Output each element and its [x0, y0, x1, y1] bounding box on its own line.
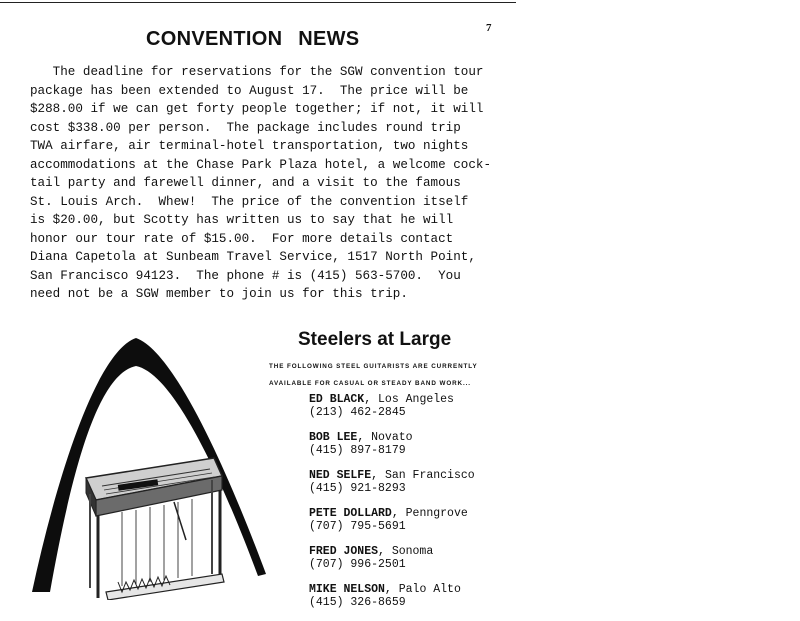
- steeler-name: PETE DOLLARD: [309, 507, 392, 520]
- top-rule: [0, 2, 516, 3]
- steeler-name: ED BLACK: [309, 393, 365, 406]
- list-item: ED BLACK, Los Angeles (213) 462-2845: [309, 393, 509, 431]
- list-item: FRED JONES, Sonoma (707) 996-2501: [309, 545, 509, 583]
- article-title: CONVENTION NEWS: [146, 28, 360, 50]
- steeler-city: Novato: [371, 431, 413, 444]
- article-line: accommodations at the Chase Park Plaza hotel, a welcome cock-: [30, 157, 492, 172]
- steeler-name: BOB LEE: [309, 431, 358, 444]
- article-line: need not be a SGW member to join us for this trip.: [30, 287, 408, 301]
- steeler-phone: (415) 326-8659: [309, 596, 406, 609]
- article-body: [30, 63, 510, 304]
- steeler-phone: (415) 897-8179: [309, 444, 406, 457]
- steelers-subtitle: [269, 358, 478, 392]
- page-number: 7: [486, 22, 492, 34]
- article-line: $288.00 if we can get forty people together; if not, it will: [30, 102, 484, 116]
- steeler-phone: (707) 795-5691: [309, 520, 406, 533]
- steeler-name: NED SELFE: [309, 469, 372, 482]
- steeler-phone: (415) 921-8293: [309, 482, 406, 495]
- pedal-steel-guitar: [86, 458, 224, 600]
- list-item: MIKE NELSON, Palo Alto (415) 326-8659: [309, 583, 509, 621]
- steeler-name: FRED JONES: [309, 545, 379, 558]
- steeler-city: Sonoma: [391, 545, 434, 558]
- steelers-subtitle-line: AVAILABLE FOR CASUAL OR STEADY BAND WORK...: [269, 380, 471, 387]
- steeler-city: Los Angeles: [378, 393, 454, 406]
- article-line: The deadline for reservations for the SGW convention tour: [30, 65, 484, 79]
- steeler-city: Palo Alto: [398, 583, 461, 596]
- article-line: is $20.00, but Scotty has written us to say that he will: [30, 213, 454, 227]
- article-line: tail party and farewell dinner, and a visit to the famous: [30, 176, 461, 190]
- steeler-city: Penngrove: [405, 507, 468, 520]
- list-item: NED SELFE, San Francisco (415) 921-8293: [309, 469, 509, 507]
- gateway-arch: [32, 338, 266, 592]
- steelers-at-large-title: Steelers at Large: [298, 329, 452, 350]
- article-line: honor our tour rate of $15.00. For more details contact: [30, 231, 454, 246]
- steeler-phone: (213) 462-2845: [309, 406, 406, 419]
- steeler-name: MIKE NELSON: [309, 583, 385, 596]
- arch-and-steel-guitar-illustration: [26, 330, 276, 600]
- steeler-list: [309, 393, 509, 621]
- steeler-city: San Francisco: [384, 469, 475, 482]
- steelers-subtitle-line: THE FOLLOWING STEEL GUITARISTS ARE CURRENTLY: [269, 363, 478, 370]
- list-item: PETE DOLLARD, Penngrove (707) 795-5691: [309, 507, 509, 545]
- article-line: TWA airfare, air terminal-hotel transportation, two nights: [30, 139, 469, 153]
- article-line: Diana Capetola at Sunbeam Travel Service, 1517 North Point,: [30, 250, 476, 264]
- article-line: package has been extended to August 17. The price will be: [30, 83, 469, 98]
- steeler-phone: (707) 996-2501: [309, 558, 406, 571]
- article-line: cost $338.00 per person. The package includes round trip: [30, 120, 461, 135]
- article-line: San Francisco 94123. The phone # is (415) 563-5700. You: [30, 268, 461, 283]
- list-item: BOB LEE, Novato (415) 897-8179: [309, 431, 509, 469]
- article-line: St. Louis Arch. Whew! The price of the convention itself: [30, 194, 469, 209]
